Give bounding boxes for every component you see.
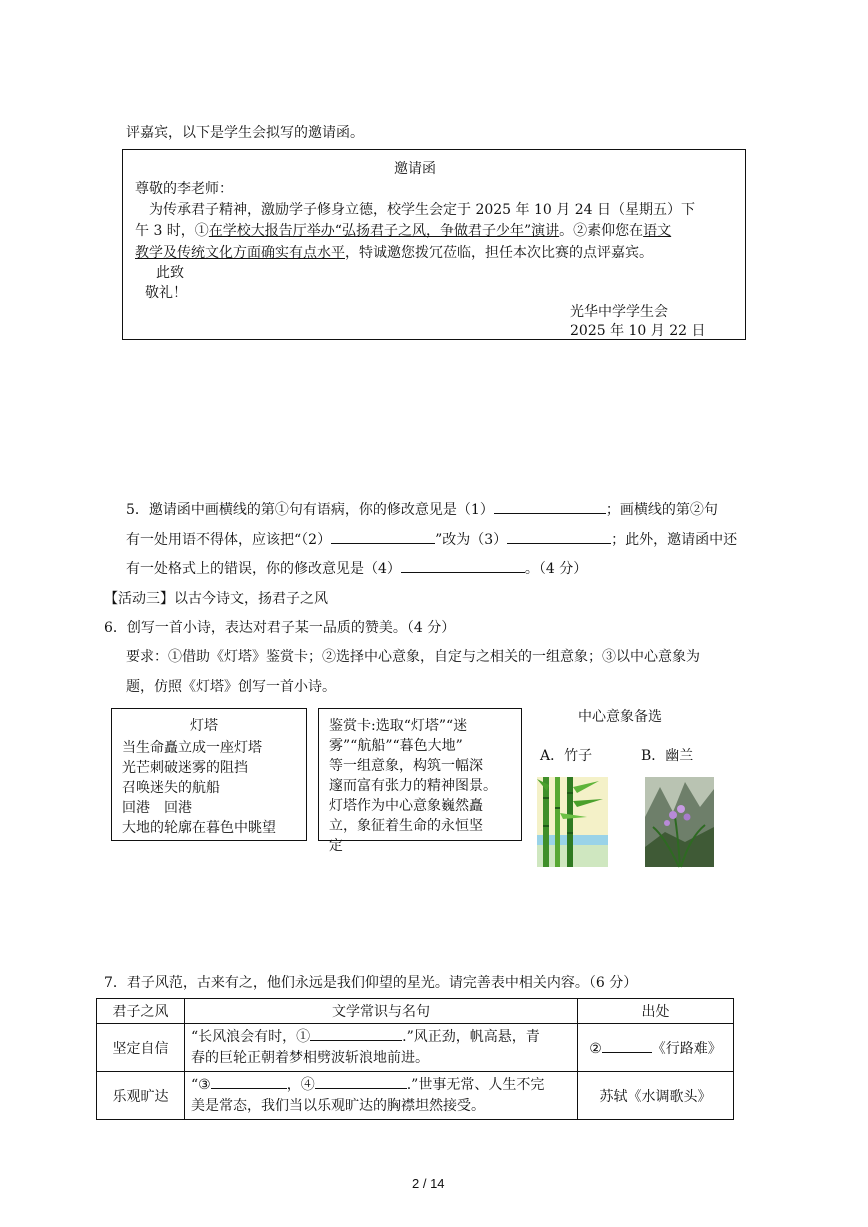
card-line: 邃而富有张力的精神图景。 [329,778,497,794]
letter-body-line3 [135,242,653,262]
bamboo-image [537,777,608,867]
answer-blank-3[interactable] [211,1074,287,1089]
intro-line: 评嘉宾，以下是学生会拟写的邀请函。 [126,125,364,141]
table-row [97,1024,734,1072]
letter-title: 邀请函 [394,161,436,177]
q5-text: 有一处用语不得体，应该把“（2） [126,532,332,548]
poem-line: 光芒刺破迷雾的阻挡 [122,760,248,776]
poem-line: 大地的轮廓在暮色中眺望 [122,820,276,836]
orchid-image [645,777,714,867]
option-b-label: B．幽兰 [641,748,694,764]
card-line: 鉴赏卡:选取“灯塔”“迷 [329,718,468,734]
answer-blank-3[interactable] [507,529,611,544]
q5-text: ；画横线的第②句 [605,502,718,518]
cell-text: “③ [191,1077,211,1093]
letter-salutation: 尊敬的李老师： [135,181,233,197]
q5-line3 [126,558,587,578]
table-header: 出处 [578,999,734,1024]
table-header-row [97,999,734,1024]
answer-blank-1[interactable] [310,1026,402,1041]
cell-text: “长风浪会有时，① [191,1029,311,1045]
option-a-label: A．竹子 [540,748,593,764]
table-cell: 坚定自信 [97,1024,185,1072]
q7-table [96,998,734,1120]
card-line: 定 [329,838,343,854]
letter-body-line2 [135,220,671,240]
q5-text: 5．邀请函中画横线的第①句有语病，你的修改意见是（1） [126,502,494,518]
letter-date: 2025 年 10 月 22 日 [570,323,706,339]
q6-requirement-1: 要求：①借助《灯塔》鉴赏卡；②选择中心意象，自定与之相关的一组意象；③以中心意象为 [126,649,700,665]
q6-title: 6．创写一首小诗，表达对君子某一品质的赞美。（4 分） [104,620,456,636]
table-row [97,1072,734,1120]
table-cell [185,1072,578,1120]
underlined-sentence-2-cont: 教学及传统文化方面确实有点水平 [135,245,345,261]
q5-text: ”改为（3） [435,532,508,548]
poem-line: 回港 回港 [122,800,192,816]
underlined-sentence-1: 在学校大报告厅举办“弘扬君子之风，争做君子少年”演讲 [208,223,560,239]
letter-body-text: 午 3 时，① [135,223,209,239]
poem-line: 当生命矗立成一座灯塔 [122,740,262,756]
answer-blank-4[interactable] [401,558,525,573]
answer-blank-1[interactable] [494,499,606,514]
underlined-sentence-2: 语文 [643,223,672,239]
letter-closing-2: 敬礼！ [145,285,187,301]
q5-line1 [126,499,718,519]
letter-body-text: 。②素仰您在 [559,223,644,239]
table-header: 君子之风 [97,999,185,1024]
cell-text: .”世事无常、人生不完 [406,1077,545,1093]
table-cell: 苏轼《水调歌头》 [578,1072,734,1120]
q5-text: 。（4 分） [524,561,588,577]
card-line: 立，象征着生命的永恒坚 [329,818,483,834]
answer-blank-2[interactable] [602,1038,652,1053]
page-number: 2 / 14 [412,1176,445,1191]
invitation-letter-box [122,149,746,340]
cell-text: 《行路难》 [651,1040,722,1057]
cell-text: ② [589,1040,602,1057]
q5-text: ；此外，邀请函中还 [611,532,738,548]
table-cell [185,1024,578,1072]
options-title: 中心意象备选 [578,709,662,725]
appreciation-card-box [318,708,522,854]
cell-text: .”风正劲，帆高悬，青 [402,1029,540,1045]
answer-blank-2[interactable] [331,529,435,544]
q5-text: 有一处格式上的错误，你的修改意见是（4） [126,561,401,577]
letter-closing-1: 此致 [156,265,184,281]
poem-box [111,708,307,841]
table-header: 文学常识与名句 [185,999,578,1024]
poem-line: 召唤迷失的航船 [122,780,220,796]
letter-signer: 光华中学学生会 [570,304,668,320]
cell-text: 美是常态，我们当以乐观旷达的胸襟坦然接受。 [191,1098,485,1114]
letter-body-text: ，特诚邀您拨冗莅临，担任本次比赛的点评嘉宾。 [345,245,653,261]
q6-requirement-2: 题，仿照《灯塔》创写一首小诗。 [126,679,336,695]
letter-body-line1: 为传承君子精神，激励学子修身立德，校学生会定于 2025 年 10 月 24 日（星期五）下 [149,202,695,218]
card-line: 等一组意象，构筑一幅深 [329,758,483,774]
q7-title: 7．君子风范，古来有之，他们永远是我们仰望的星光。请完善表中相关内容。（6 分） [104,975,638,991]
card-line: 雾”“航船”“暮色大地” [329,738,463,754]
card-line: 灯塔作为中心意象巍然矗 [329,798,483,814]
q5-line2 [126,529,737,549]
cell-text: ，④ [286,1077,315,1093]
poem-title: 灯塔 [190,718,218,734]
table-cell: 乐观旷达 [97,1072,185,1120]
activity-3-heading: 【活动三】以古今诗文，扬君子之风 [104,591,328,607]
cell-text: 春的巨轮正朝着梦相劈波斩浪地前进。 [191,1050,429,1066]
table-cell [578,1024,734,1072]
answer-blank-4[interactable] [315,1074,407,1089]
